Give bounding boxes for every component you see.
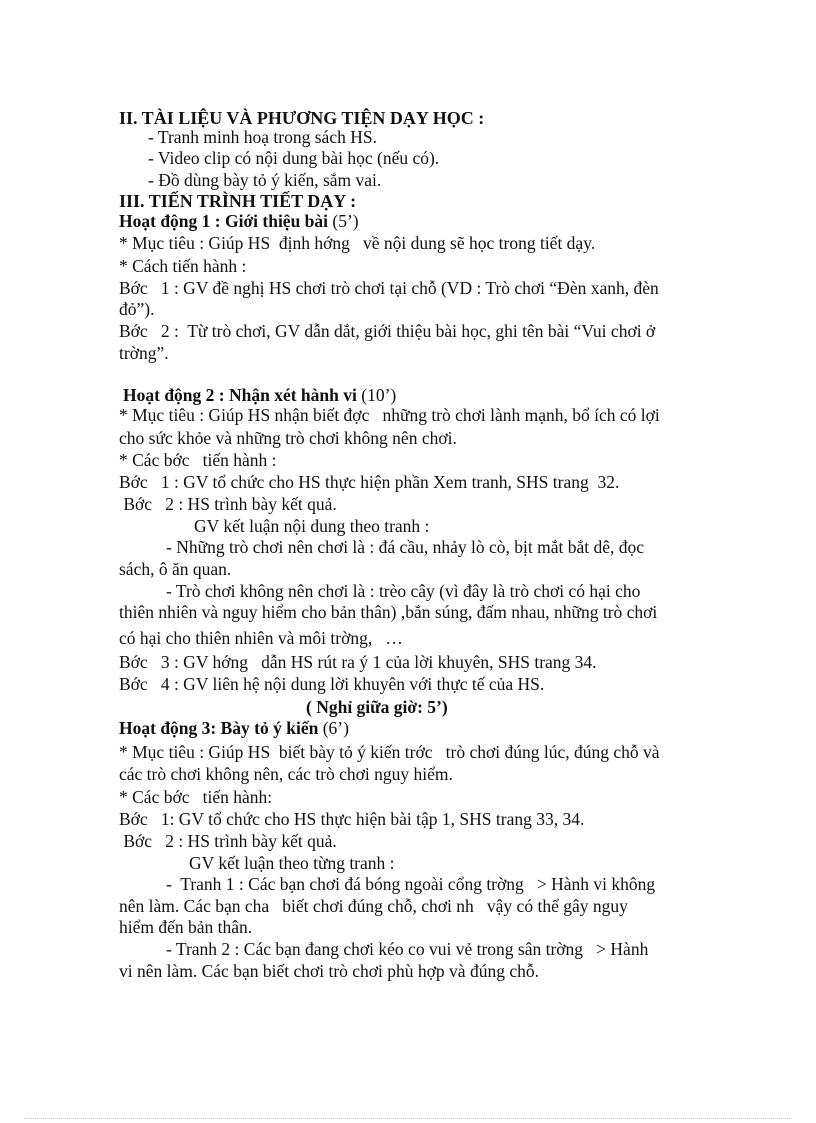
activity-1-line: * Cách tiến hành : (119, 256, 247, 276)
activity-2-line: - Trò chơi không nên chơi là : trèo cây (vì đây là trò chơi có hại cho (166, 581, 641, 601)
activity-1-line: Bớc 2 : Từ trò chơi, GV dẫn dắt, giới thiệu bài học, ghi tên bài “Vui chơi ở (119, 321, 656, 341)
activity-2-line: cho sức khỏe và những trò chơi không nên chơi. (119, 428, 457, 448)
activity-3-line: các trò chơi không nên, các trò chơi nguy hiểm. (119, 764, 453, 784)
section-3-heading: III. TIẾN TRÌNH TIẾT DẠY : (119, 191, 357, 211)
activity-3-line: * Mục tiêu : Giúp HS biết bày tỏ ý kiến trớc trò chơi đúng lúc, đúng chỗ và (119, 742, 660, 762)
activity-3-line: - Tranh 2 : Các bạn đang chơi kéo co vui vẻ trong sân trờng > Hành (166, 939, 649, 959)
activity-2-title: Hoạt động 2 : Nhận xét hành vi (123, 385, 357, 405)
activity-3-line: * Các bớc tiến hành: (119, 787, 273, 807)
activity-2-line: sách, ô ăn quan. (119, 559, 232, 579)
activity-2-line: GV kết luận nội dung theo tranh : (194, 516, 430, 536)
activity-1-line: đỏ”). (119, 299, 155, 319)
activity-2-line: Bớc 1 : GV tổ chức cho HS thực hiện phần Xem tranh, SHS trang 32. (119, 472, 620, 492)
activity-2-line: Bớc 3 : GV hớng dẫn HS rút ra ý 1 của lời khuyên, SHS trang 34. (119, 652, 597, 672)
activity-3-line: vi nên làm. Các bạn biết chơi trò chơi phù hợp và đúng chỗ. (119, 961, 539, 981)
activity-1-line: Bớc 1 : GV đề nghị HS chơi trò chơi tại chỗ (VD : Trò chơi “Đèn xanh, đèn (119, 278, 659, 298)
material-item: - Video clip có nội dung bài học (nếu có). (148, 148, 440, 168)
activity-3-line: hiểm đến bản thân. (119, 917, 253, 937)
activity-3-line: Bớc 2 : HS trình bày kết quả. (119, 831, 337, 851)
activity-2-line: Bớc 4 : GV liên hệ nội dung lời khuyên với thực tế của HS. (119, 674, 545, 694)
activity-1-time: (5’) (328, 211, 359, 231)
activity-1-line: trờng”. (119, 343, 169, 363)
break-label: ( Nghỉ giữa giờ: 5’) (306, 697, 448, 717)
activity-2-time: (10’) (356, 385, 397, 405)
activity-1-heading (119, 211, 359, 231)
activity-1-line: * Mục tiêu : Giúp HS định hớng về nội dung sẽ học trong tiết dạy. (119, 233, 596, 253)
activity-2-line: * Các bớc tiến hành : (119, 450, 277, 470)
activity-3-line: GV kết luận theo từng tranh : (189, 853, 395, 873)
activity-3-heading (119, 718, 349, 738)
activity-2-line: thiên nhiên và nguy hiểm cho bản thân) ,bắn súng, đấm nhau, những trò chơi (119, 602, 658, 622)
activity-3-line: nên làm. Các bạn cha biết chơi đúng chỗ, chơi nh vậy có thể gây nguy (119, 896, 628, 916)
material-item: - Đồ dùng bày tỏ ý kiến, sắm vai. (148, 170, 382, 190)
activity-2-line: có hại cho thiên nhiên và môi trờng, … (119, 628, 403, 648)
activity-3-title: Hoạt động 3: Bày tỏ ý kiến (119, 718, 319, 738)
activity-2-line: Bớc 2 : HS trình bày kết quả. (119, 494, 337, 514)
section-2-heading: II. TÀI LIỆU VÀ PHƯƠNG TIỆN DẠY HỌC : (119, 108, 485, 128)
material-item: - Tranh minh hoạ trong sách HS. (148, 127, 377, 147)
activity-3-line: Bớc 1: GV tổ chức cho HS thực hiện bài tập 1, SHS trang 33, 34. (119, 809, 585, 829)
activity-2-line: - Những trò chơi nên chơi là : đá cầu, nhảy lò cò, bịt mắt bắt dê, đọc (166, 537, 644, 557)
activity-3-line: - Tranh 1 : Các bạn chơi đá bóng ngoài cổng trờng > Hành vi không (166, 874, 656, 894)
activity-2-heading (123, 385, 396, 405)
activity-1-title: Hoạt động 1 : Giới thiệu bài (119, 211, 329, 231)
activity-2-line: * Mục tiêu : Giúp HS nhận biết đợc những trò chơi lành mạnh, bổ ích có lợi (119, 405, 660, 425)
page-bottom-rule (24, 1118, 792, 1119)
activity-3-time: (6’) (318, 718, 349, 738)
